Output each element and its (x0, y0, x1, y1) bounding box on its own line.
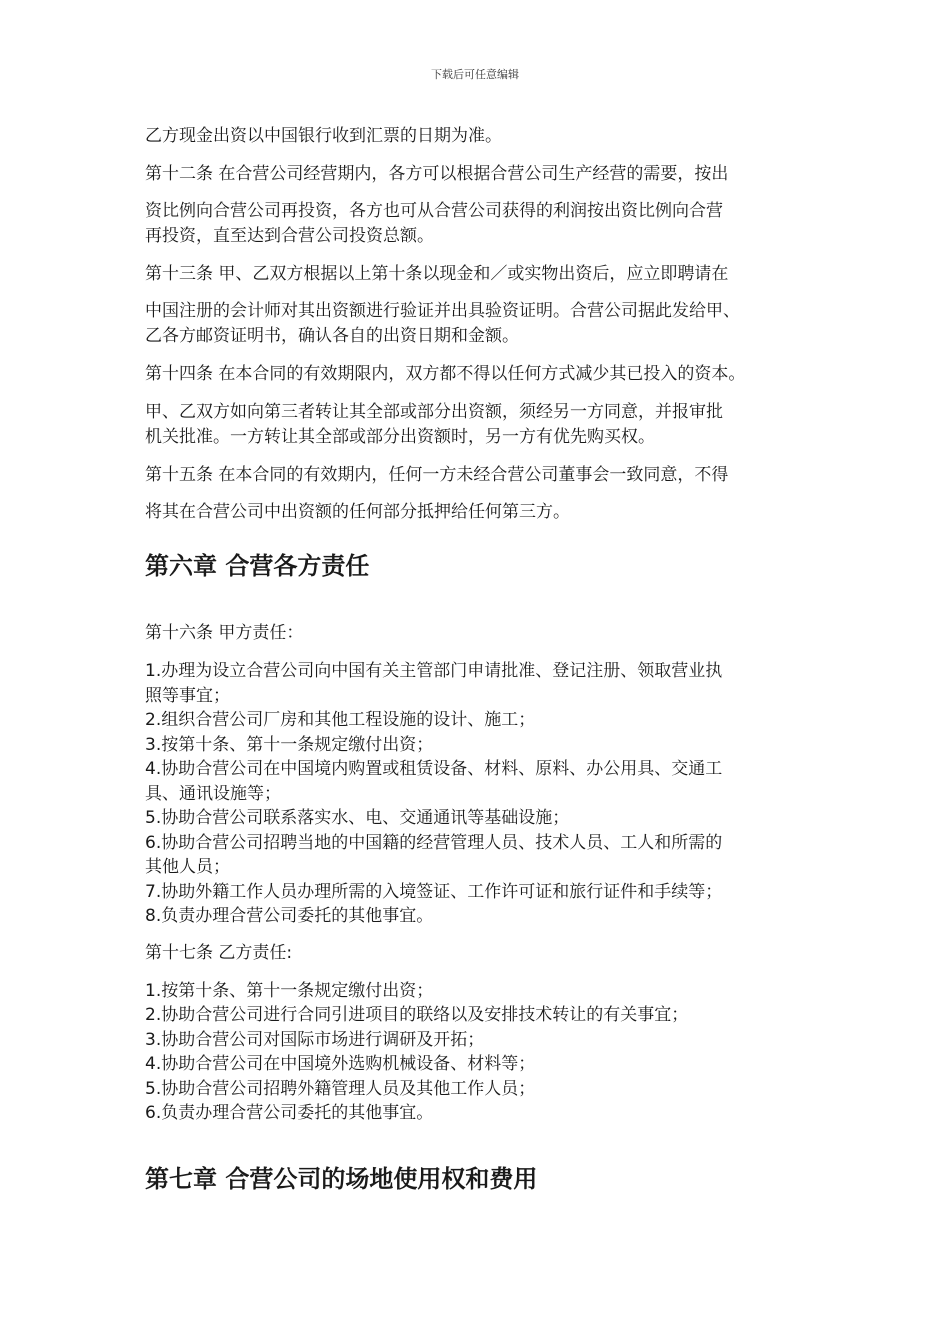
text-line: 1.按第十条、第十一条规定缴付出资； (145, 980, 434, 1001)
list-item (145, 880, 825, 905)
clause-heading: 第十七条 乙方责任: (145, 942, 293, 963)
list-item (145, 1052, 825, 1077)
paragraph-clause-12 (145, 162, 825, 249)
text-line: 机关批准。一方转让其全部或部分出资额时，另一方有优先购买权。 (145, 427, 655, 447)
chapter-heading: 第七章 合营公司的场地使用权和费用 (145, 1164, 538, 1193)
duty-list-party-a (145, 659, 825, 929)
text-line: 6.协助合营公司招聘当地的中国籍的经营管理人员、技术人员、工人和所需的 (145, 832, 723, 853)
list-item (145, 1101, 825, 1126)
text-line: 其他人员； (145, 857, 230, 877)
text-line: 1.办理为设立合营公司向中国有关主管部门申请批准、登记注册、领取营业执 (145, 661, 723, 681)
text-line: 7.协助外籍工作人员办理所需的入境签证、工作许可证和旅行证件和手续等； (145, 881, 723, 902)
text-line: 中国注册的会计师对其出资额进行验证并出具验资证明。合营公司据此发给甲、 (145, 301, 740, 321)
paragraph (145, 400, 825, 450)
text-line: 3.按第十条、第十一条规定缴付出资； (145, 734, 434, 755)
text-line: 第十二条 在合营公司经营期内，各方可以根据合营公司生产经营的需要，按出 (145, 164, 729, 184)
clause-heading: 第十六条 甲方责任： (145, 623, 304, 643)
text-line: 具、通讯设施等； (145, 783, 281, 804)
text-line: 将其在合营公司中出资额的任何部分抵押给任何第三方。 (145, 502, 570, 522)
list-item (145, 831, 825, 880)
list-item (145, 1028, 825, 1053)
text-line: 第十三条 甲、乙双方根据以上第十条以现金和／或实物出资后，应立即聘请在 (145, 264, 729, 284)
list-item (145, 1003, 825, 1028)
page-header: 下载后可任意编辑 (431, 68, 519, 81)
text-line: 再投资，直至达到合营公司投资总额。 (145, 226, 434, 246)
duty-list-party-b (145, 979, 825, 1126)
text-line: 甲、乙双方如向第三者转让其全部或部分出资额，须经另一方同意，并报审批 (145, 402, 723, 422)
text-line: 5.协助合营公司招聘外籍管理人员及其他工作人员； (145, 1078, 536, 1099)
text-line: 2.组织合营公司厂房和其他工程设施的设计、施工； (145, 710, 536, 730)
list-item (145, 904, 825, 929)
list-item (145, 979, 825, 1004)
text-line: 第十四条 在本合同的有效期限内，双方都不得以任何方式减少其已投入的资本。 (145, 364, 746, 384)
text-line: 6.负责办理合营公司委托的其他事宜。 (145, 1103, 434, 1123)
text-line: 2.协助合营公司进行合同引进项目的联络以及安排技术转让的有关事宜； (145, 1005, 689, 1025)
text-line: 8.负责办理合营公司委托的其他事宜。 (145, 906, 434, 926)
paragraph-clause-13 (145, 262, 825, 349)
list-item (145, 1077, 825, 1102)
text-line: 3.协助合营公司对国际市场进行调研及开拓； (145, 1029, 485, 1050)
list-item (145, 757, 825, 806)
text-line: 资比例向合营公司再投资，各方也可从合营公司获得的利润按出资比例向合营 (145, 201, 723, 221)
paragraph (145, 124, 825, 149)
list-item (145, 708, 825, 733)
text-line: 第十五条 在本合同的有效期内，任何一方未经合营公司董事会一致同意，不得 (145, 465, 729, 485)
text-line: 乙方现金出资以中国银行收到汇票的日期为准。 (145, 126, 502, 146)
paragraph-clause-14 (145, 362, 825, 387)
list-item (145, 806, 825, 831)
text-line: 5.协助合营公司联系落实水、电、交通通讯等基础设施； (145, 808, 570, 828)
text-line: 4.协助合营公司在中国境外选购机械设备、材料等； (145, 1054, 536, 1074)
document-body (145, 124, 825, 1196)
list-item (145, 733, 825, 758)
list-item (145, 659, 825, 708)
text-line: 照等事宜； (145, 685, 230, 706)
text-line: 4.协助合营公司在中国境内购置或租赁设备、材料、原料、办公用具、交通工 (145, 759, 723, 779)
chapter-heading: 第六章 合营各方责任 (145, 552, 370, 580)
text-line: 乙各方邮资证明书，确认各自的出资日期和金额。 (145, 326, 519, 346)
paragraph-clause-15 (145, 463, 825, 525)
